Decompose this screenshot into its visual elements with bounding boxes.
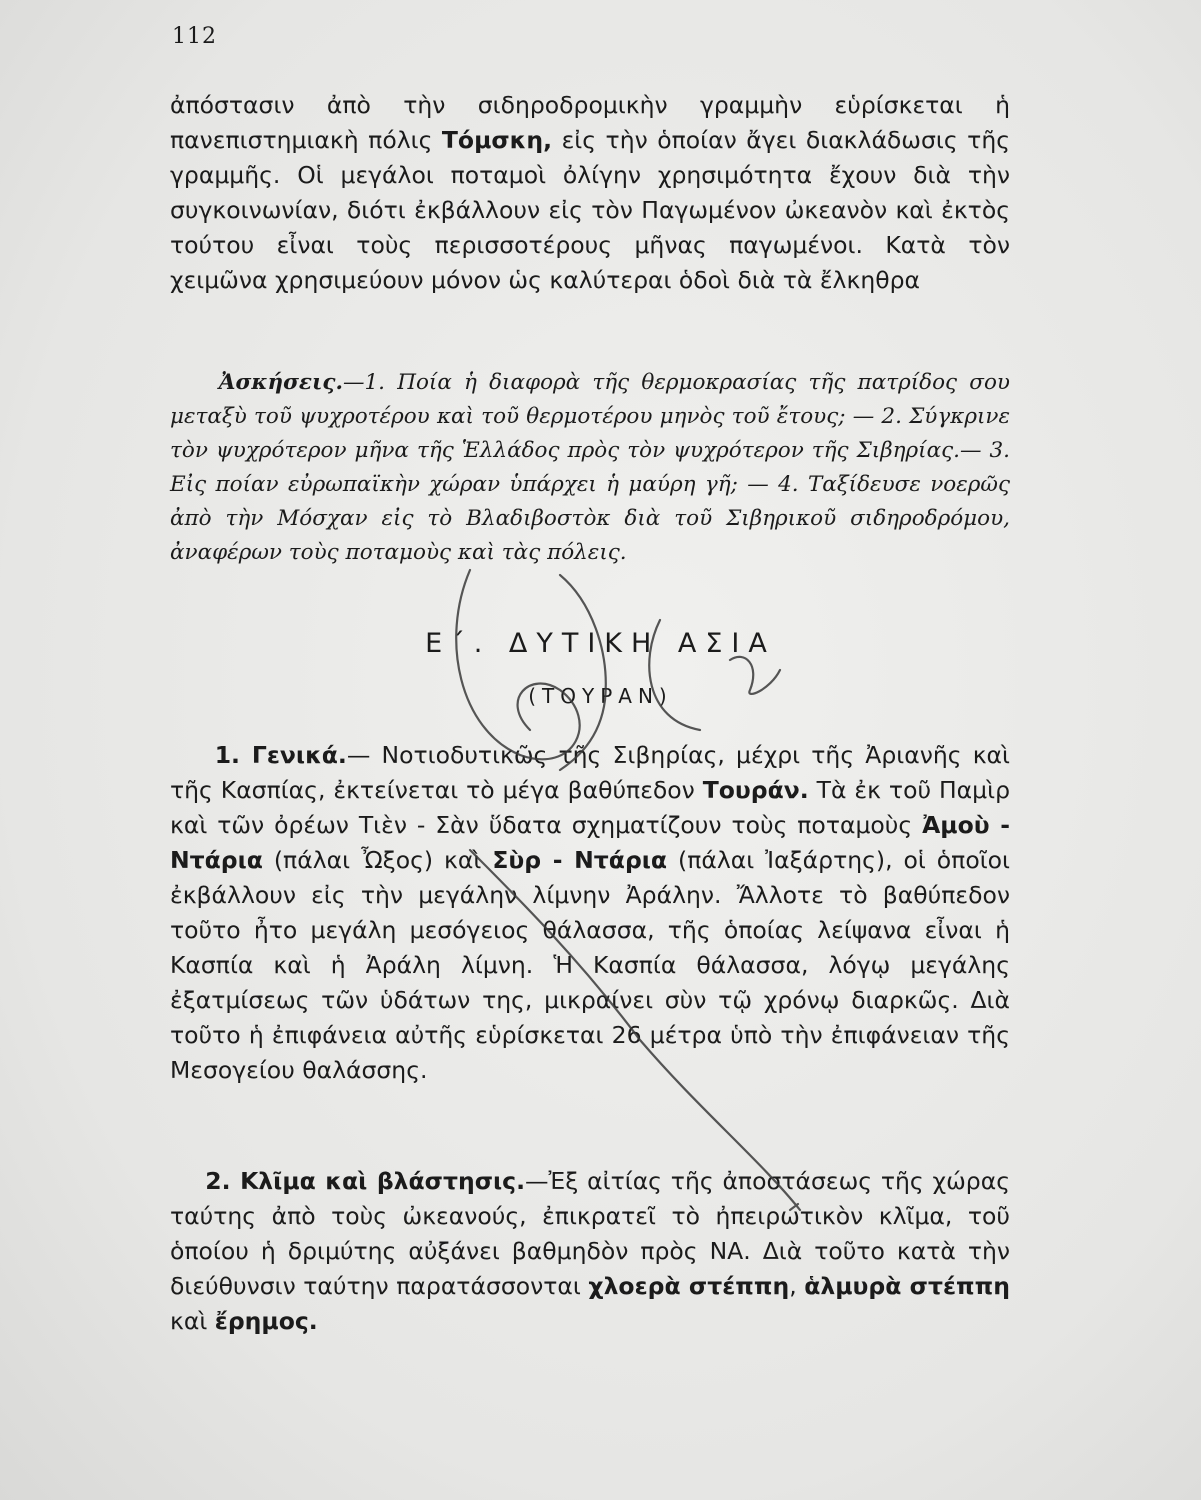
general-text-2: Τὰ ἐκ τοῦ Παμὶρ καὶ τῶν ὀρέων Τιὲν - Σὰν ὕδατα σχηματίζουν τοὺς ποταμοὺς [170,776,1010,839]
section-title: Ε΄. ΔΥΤΙΚΗ ΑΣΙΑ [425,628,776,659]
tomsk-city: Τόμσκη, [441,126,553,154]
climate-section [170,1164,1010,1339]
general-section [170,738,1010,1088]
general-text-4: (πάλαι Ἰαξάρτης), οἱ ὁποῖοι ἐκβάλλουν εἰς τὴν μεγάλην λίμνην Ἀράλην. Ἄλλοτε τὸ βαθύπεδον τοῦτο ἦτο μεγάλη μεσόγειος θάλασσα, τῆς ὁποίας λείψανα εἶναι ἡ Κασπία καὶ ἡ Ἀράλη λίμνη. Ἡ Κασπία θάλασσα, λόγῳ μεγάλης ἐξατμίσεως τῶν ὑδάτων της, μικραίνει σὺν τῷ χρόνῳ διαρκῶς. Διὰ τοῦτο ἡ ἐπιφάνεια αὐτῆς εὑρίσκεται 26 μέτρα ὑπὸ τὴν ἐπιφάνειαν τῆς Μεσογείου θαλάσσης. [170,846,1010,1084]
general-heading: 1. Γενικά. [214,741,347,769]
intro-paragraph [170,88,1010,298]
climate-text-1: —Ἐξ αἰτίας τῆς ἀποστάσεως τῆς χώρας ταύτης ἀπὸ τοὺς ὠκεανούς, ἐπικρατεῖ τὸ ἠπειρωτικὸν κλῖμα, τοῦ ὁποίου ἡ δριμύτης αὐξάνει βαθμηδὸν πρὸς ΝΑ. Διὰ τοῦτο κατὰ τὴν διεύθυνσιν ταύτην παρατάσσονται [170,1167,1010,1300]
syr-darya-name: Σὺρ - Ντάρια [492,846,668,874]
exercises-block [170,366,1010,570]
exercises-text: —1. Ποία ἡ διαφορὰ τῆς θερμοκρασίας τῆς πατρίδος σου μεταξὺ τοῦ ψυχροτέρου καὶ τοῦ θερμοτέρου μηνὸς τοῦ ἔτους; — 2. Σύγκρινε τὸν ψυχρότερον μῆνα τῆς Ἑλλάδος πρὸς τὸν ψυχρότερον τῆς Σιβηρίας.— 3. Εἰς ποίαν εὐρωπαϊκὴν χώραν ὑπάρχει ἡ μαύρη γῆ; — 4. Ταξίδευσε νοερῶς ἀπὸ τὴν Μόσχαν εἰς τὸ Βλαδιβοστὸκ διὰ τοῦ Σιβηρικοῦ σιδηροδρόμου, ἀναφέρων τοὺς ποταμοὺς καὶ τὰς πόλεις. [170,370,1010,565]
section-subtitle: (ΤΟΥΡΑΝ) [528,684,673,708]
general-text-1: — Νοτιοδυτικῶς τῆς Σιβηρίας, μέχρι τῆς Ἀριανῆς καὶ τῆς Κασπίας, ἐκτείνεται τὸ μέγα βαθύπεδον [170,741,1010,804]
desert: ἔρημος. [214,1307,318,1335]
intro-text-after: εἰς τὴν ὁποίαν ἄγει διακλάδωσις τῆς γραμμῆς. Οἱ μεγάλοι ποταμοὶ ὀλίγην χρησιμότητα ἔχουν διὰ τὴν συγκοινωνίαν, διότι ἐκβάλλουν εἰς τὸν Παγωμένον ὠκεανὸν καὶ ἐκτὸς τούτου εἶναι τοὺς περισσοτέρους μῆνας παγωμένοι. Κατὰ τὸν χειμῶνα χρησιμεύουν μόνον ὡς καλύτεραι ὁδοὶ διὰ τὰ ἔλκηθρα [170,126,1011,294]
climate-text-3: καὶ [170,1307,215,1335]
general-text-3: (πάλαι Ὦξος) καὶ [262,846,493,874]
page-number: 112 [172,24,217,49]
climate-heading: 2. Κλῖμα καὶ βλάστησις. [205,1167,526,1195]
pencil-loop [456,570,579,759]
turan-name: Τουράν. [702,776,809,804]
intro-text: ἀπόστασιν ἀπὸ τὴν σιδηροδρομικὴν γραμμὴν εὑρίσκεται ἡ πανεπιστημιακὴ πόλις [170,91,1010,154]
salt-steppe: ἁλμυρὰ στέππη [804,1272,1010,1300]
amu-darya-name: Ἀμοὺ - Ντάρια [170,811,1010,874]
climate-text-2: , [789,1272,805,1300]
exercises-label: Ἀσκήσεις. [218,370,343,395]
green-steppe: χλοερὰ στέππη [588,1272,790,1300]
